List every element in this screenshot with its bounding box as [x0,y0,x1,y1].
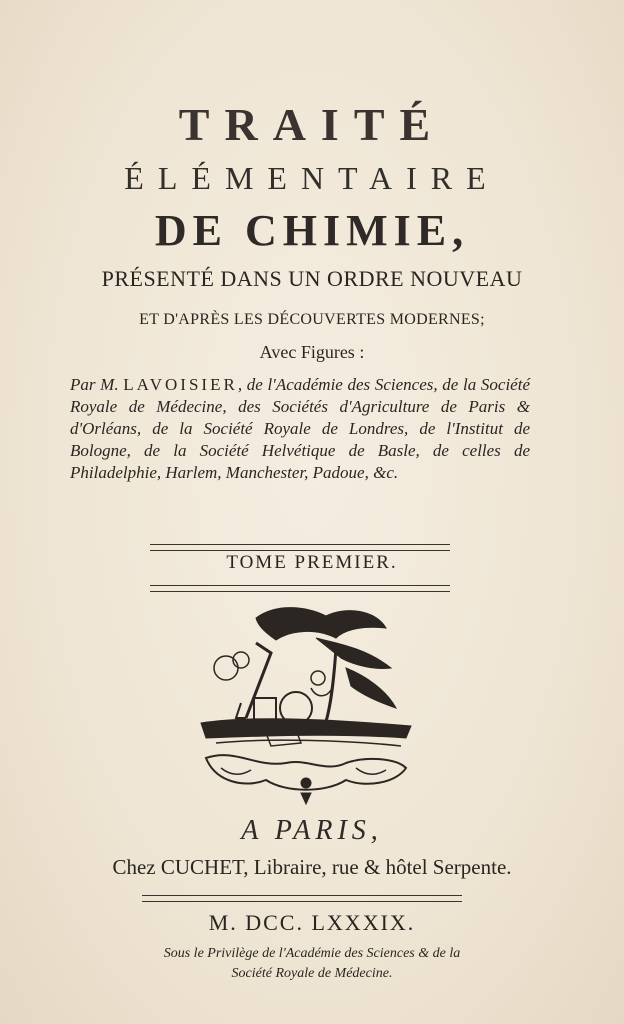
divider-middle [150,585,450,592]
divider-top [150,544,450,551]
privilege-line-2: Société Royale de Médecine. [231,966,393,981]
title-line-3: DE CHIMIE, [154,206,470,255]
publisher-city: A PARIS, [241,815,383,846]
divider-bottom [142,895,462,902]
privilege-note [0,944,624,984]
volume-label: TOME PREMIER. [226,552,398,573]
publication-date: M. DCC. LXXXIX. [208,910,416,935]
author-affiliations: , de l'Académie des Sciences, de la Société Royale de Médecine, des Sociétés d'Agriculture de Paris & d'Orléans, de la Société Royale de Londres, de l'Institut de Bologne, de la Société Helvétique de Basle, de celles de Philadelphie, Harlem, Manchester, Padoue, &c. [70,375,530,482]
subtitle-line-1: PRÉSENTÉ DANS UN ORDRE NOUVEAU [101,266,523,291]
title-line-2: ÉLÉMENTAIRE [124,160,500,196]
subtitle-line-2: ET D'APRÈS LES DÉCOUVERTES MODERNES; [139,311,485,328]
privilege-line-1: Sous le Privilège de l'Académie des Sciences & de la [163,946,461,961]
title-line-1: TRAITÉ [178,99,446,150]
publisher-line: Chez CUCHET, Libraire, rue & hôtel Serpente. [112,855,512,879]
author-block [70,374,530,484]
author-prefix: Par M. [70,375,119,394]
figures-note: Avec Figures : [259,342,365,362]
printers-vignette-ornament [196,598,418,808]
author-name: LAVOISIER [123,375,238,394]
